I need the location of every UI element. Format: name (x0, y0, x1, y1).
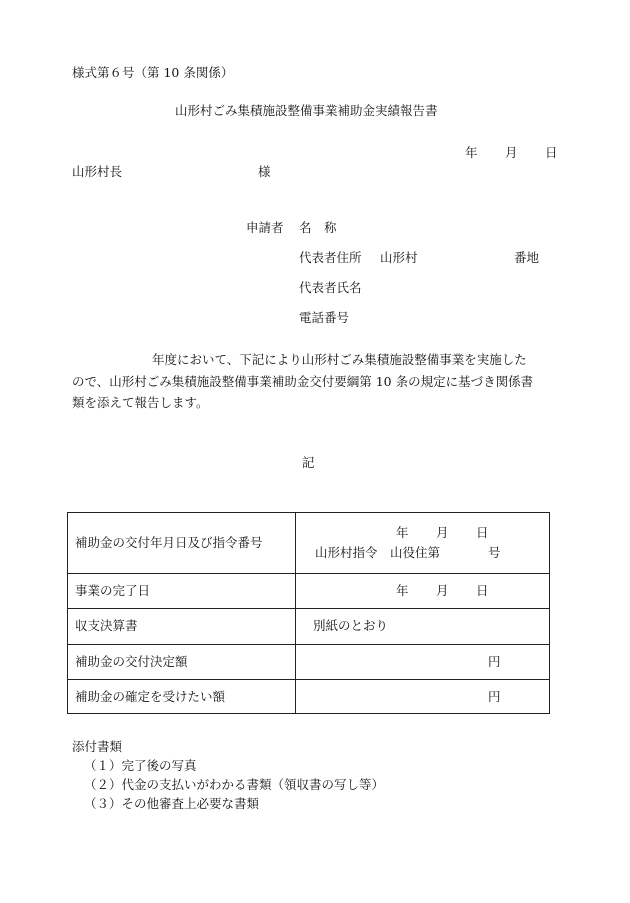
table-row-4 (68, 644, 549, 679)
row3-label: 収支決算書 (75, 618, 138, 633)
table-row-2 (68, 573, 549, 608)
row1-directive-suffix: 号 (488, 545, 501, 560)
row1-day: 日 (476, 525, 489, 540)
row4-label: 補助金の交付決定額 (75, 654, 188, 669)
form-number: 様式第６号（第 10 条関係） (72, 65, 234, 80)
applicant-rep-name-label: 代表者氏名 (299, 280, 362, 295)
report-table (67, 512, 550, 714)
ki-heading: 記 (302, 455, 315, 470)
body-line-2: ので、山形村ごみ集積施設整備事業補助金交付要綱第 10 条の規定に基づき関係書 (72, 374, 534, 389)
body-line-3: 類を添えて報告します。 (72, 395, 209, 410)
row2-month: 月 (436, 583, 449, 598)
table-row-3 (68, 608, 549, 644)
date-day: 日 (545, 145, 558, 160)
row1-month: 月 (436, 525, 449, 540)
row2-day: 日 (476, 583, 489, 598)
body-line-1: 年度において、下記により山形村ごみ集積施設整備事業を実施した (152, 352, 527, 367)
attachment-item-1: （１）完了後の写真 (84, 758, 197, 773)
table-row-5 (68, 679, 549, 714)
row1-year: 年 (396, 525, 409, 540)
date-year: 年 (465, 145, 478, 160)
applicant-name-label: 名 称 (299, 220, 337, 235)
addressee-name: 山形村長 (72, 164, 123, 179)
row3-value: 別紙のとおり (313, 618, 389, 633)
row1-directive-prefix: 山形村指令 山役住第 (315, 545, 441, 560)
attachment-item-2: （２）代金の支払いがわかる書類（領収書の写し等） (84, 777, 385, 792)
document-title: 山形村ごみ集積施設整備事業補助金実績報告書 (175, 103, 438, 118)
applicant-label: 申請者 (246, 220, 284, 235)
addressee-honorific: 様 (258, 164, 271, 179)
row5-unit: 円 (488, 689, 501, 704)
applicant-phone-label: 電話番号 (299, 310, 350, 325)
applicant-address-label: 代表者住所 (299, 250, 362, 265)
row2-year: 年 (396, 583, 409, 598)
applicant-address-value: 山形村 (380, 250, 418, 265)
row4-unit: 円 (488, 654, 501, 669)
row5-label: 補助金の確定を受けたい額 (75, 689, 226, 704)
attachment-item-3: （３）その他審査上必要な書類 (84, 796, 260, 811)
date-month: 月 (505, 145, 518, 160)
attachments-heading: 添付書類 (72, 739, 123, 754)
row2-label: 事業の完了日 (75, 583, 151, 598)
row1-label: 補助金の交付年月日及び指令番号 (75, 535, 263, 550)
applicant-address-suffix: 番地 (514, 250, 540, 265)
